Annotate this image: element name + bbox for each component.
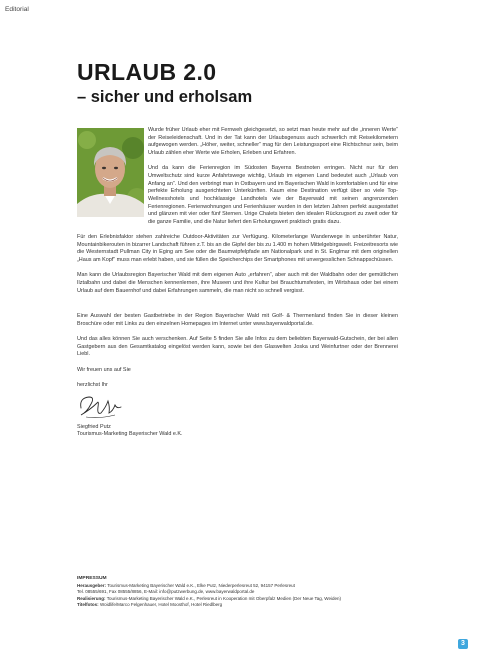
intro-paragraph: Wurde früher Urlaub eher mit Fernweh gleichgesetzt, so setzt man heute mehr auf die „inneren Werte“ der Reiseleidenschaft. Und in der Tat kann der Urlaubsgenuss auch schwerlich mit Reisekilometern aufgewogen werden. „Höher, weiter, schneller“ mag für den Leistungssport eine Richtschnur sein, beim Urlaub zählen eher Werte wie Erholen, Erleben und Erfahren. [148, 127, 398, 156]
article-title: URLAUB 2.0 [77, 59, 217, 85]
travel-paragraph: Man kann die Urlaubsregion Bayerischer Wald mit dem eigenen Auto „erfahren“, aber auch mit der Waldbahn oder der gemütlichen Ilztalbahn und dabei die Menschen kennenlernen, ihre Museen und ihre Kultur bei Brauchtumsfesten, im Wirtshaus oder bei einem Urlaub auf dem Bauernhof und dabei Erfahrungen sammeln, die man nicht so schnell vergisst. [77, 272, 398, 294]
imprint-title: IMPRESSUM [77, 576, 107, 581]
activities-paragraph: Für den Erlebnisfaktor stehen zahlreiche Outdoor-Aktivitäten zur Verfügung. Kilometerlange Wanderwege in unberührter Natur, Mountainbikerouten in bizarrer Landschaft führen z.T. bis an die Gipfel der bis zu 1.400 m hohen Mittelgebirgswelt. Freizeitresorts wie die Westernstadt Pullman City in Eging am See oder die Baumwipfelpfade am Nationalpark und in St. Englmar mit dem originellen „Haus am Kopf“ muss man erlebt haben, und sie füllen die Speicherchips der Smartphones mit unvergesslichen Schnappschüssen. [77, 234, 398, 264]
region-paragraph: Und da kann die Ferienregion im Südosten Bayerns Bestnoten erringen. Nicht nur für den Umweltschutz sind kurze Anfahrtswege wichtig, Urlaub im eigenen Land bedeutet auch „Urlaub von Anfang an“. Und den verbringt man in Ostbayern und im Bayerischen Wald in komfortablen und für eine perfekte Erholung ausgerichteten Unterkünften. Kaum eine Destination verfügt über so viele Top-Wellnesshotels und hochklassige Landhotels wie der Bayerwald mit seinen angrenzenden Ferienregionen. Ferienwohnungen und Ferienhäuser wurden in den letzten Jahren perfekt ausgestattet und glänzen mit vier oder fünf Sternen. Urige Chalets bieten den idealen Rückzugsort zu zweit oder für die ganze Familie, und die Natur liefert den Erholungswert praktisch gratis dazu. [148, 165, 398, 225]
imprint-realization: Realisierung: Tourismus-Marketing Bayerischer Wald e.K., Perlesreut in Kooperation mit Oberpfalz Medien (Der Neue Tag, Weiden) [77, 595, 341, 601]
signer-organization: Tourismus-Marketing Bayerischer Wald e.K. [77, 431, 183, 438]
signer-name: Siegfried Putz [77, 423, 111, 430]
section-label: Editorial [5, 6, 29, 13]
article-subtitle: – sicher und erholsam [77, 88, 253, 106]
greeting-line: Wir freuen uns auf Sie [77, 366, 131, 373]
page-number-badge: 3 [458, 639, 468, 649]
imprint-contact: Tel. 08555/691, Fax 08555/8856, E-Mail: info@putzwerbung.de, www.bayerwaldportal.de [77, 589, 255, 594]
brochure-paragraph: Eine Auswahl der besten Gastbetriebe in der Region Bayerischer Wald mit Golf- & Thermenland finden Sie in dieser kleinen Broschüre oder mit Links zu den einzelnen Homepages im Internet unter www.bayerwaldportal.de. [77, 313, 398, 327]
voucher-paragraph: Und das alles können Sie auch verschenken. Auf Seite 5 finden Sie alle Infos zu dem beliebten Bayerwald-Gutschein, der bei allen Gastgebern aus den Gesamtkatalog eingelöst werden kann, sowie bei den Glaswelten Joska und Weinfurtner oder der Brennerei Liebl. [77, 336, 398, 358]
article-body [77, 127, 398, 439]
imprint-publisher: Herausgeber: Tourismus-Marketing Bayerischer Wald e.K., Elke Putz, Niederperlesreut 52, 94157 Perlesreut [77, 582, 295, 588]
imprint [77, 576, 407, 609]
signature-block [77, 424, 398, 439]
imprint-photos: Titelfotos: Woidlife/Marco Felgenhauer, Hotel Moosthof, Hotel Riedlberg [77, 602, 223, 607]
closing-line: herzlichst Ihr [77, 381, 108, 388]
handwritten-signature [77, 392, 123, 420]
